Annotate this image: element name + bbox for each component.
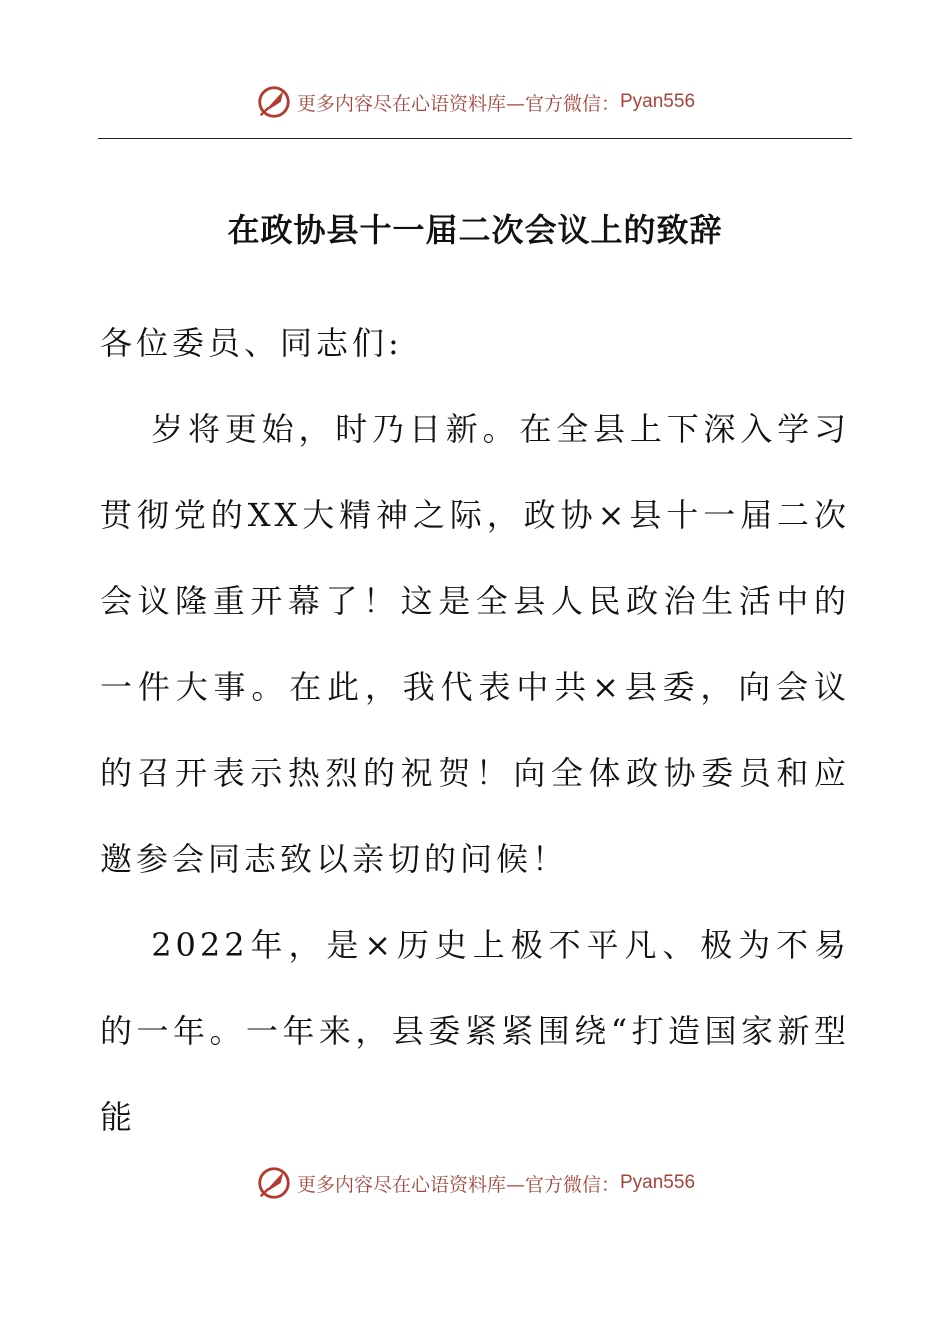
quill-logo-icon: [255, 1164, 293, 1202]
document-title: 在政协县十一届二次会议上的致辞: [227, 211, 723, 249]
paragraph-1: 岁将更始，时乃日新。在全县上下深入学习贯彻党的XX大精神之际，政协×县十一届二次会议隆重开幕了！这是全县人民政治生活中的一件大事。在此，我代表中共×县委，向会议的召开表示热烈的祝贺！向全体政协委员和应邀参会同志致以亲切的问候！: [100, 410, 850, 878]
quill-logo-icon: [255, 83, 293, 121]
header-banner: [0, 82, 950, 122]
salutation: 各位委员、同志们:: [100, 324, 403, 362]
header-banner-wechat: Pyan556: [620, 91, 696, 112]
header-banner-text: 更多内容尽在心语资料库—官方微信：: [296, 92, 620, 115]
footer-banner-wechat: Pyan556: [620, 1172, 696, 1193]
footer-banner: [0, 1163, 950, 1203]
footer-banner-text: 更多内容尽在心语资料库—官方微信：: [296, 1173, 620, 1196]
document-body: [100, 300, 850, 1160]
header-divider: [98, 138, 852, 139]
paragraph-2: 2022年，是×历史上极不平凡、极为不易的一年。一年来，县委紧紧围绕“打造国家新型能: [100, 926, 850, 1136]
